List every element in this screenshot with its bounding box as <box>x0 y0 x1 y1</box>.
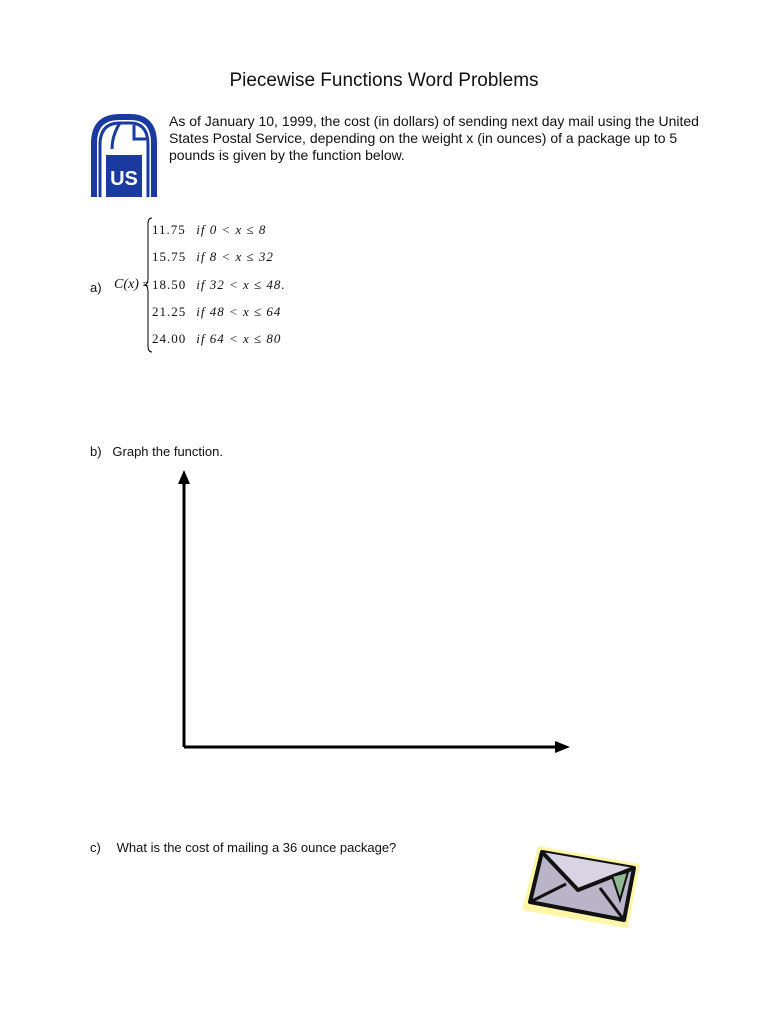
part-a-label: a) <box>90 280 102 295</box>
us-mailbox-icon <box>90 113 158 199</box>
piece-condition: if 48 < x ≤ 64 <box>196 304 282 319</box>
part-c-question <box>90 840 396 855</box>
y-axis-arrow <box>178 470 190 484</box>
part-c-label: c) <box>90 840 101 855</box>
intro-paragraph: As of January 10, 1999, the cost (in dollars) of sending next day mail using the United States Postal Service, depending on the weight x (in ounces) of a package up to 5 pounds is given by the function below. <box>169 113 699 163</box>
piece-value: 15.75 <box>152 249 187 264</box>
piece-row <box>152 331 281 347</box>
piece-value: 11.75 <box>152 222 186 237</box>
graph-axes <box>170 466 580 760</box>
piece-row <box>152 304 281 320</box>
part-b-letter: b) <box>90 444 102 459</box>
part-b-text: Graph the function. <box>112 444 223 459</box>
piece-row <box>152 249 274 265</box>
page-title: Piecewise Functions Word Problems <box>229 70 539 91</box>
logo-text: US <box>110 168 138 190</box>
part-b-label <box>90 444 223 459</box>
piece-value: 18.50 <box>152 277 187 292</box>
part-c-text: What is the cost of mailing a 36 ounce package? <box>116 840 397 855</box>
piece-row <box>152 277 286 293</box>
x-axis-arrow <box>555 741 570 753</box>
function-name-text: C(x) <box>114 277 139 292</box>
piece-condition: if 0 < x ≤ 8 <box>196 222 267 237</box>
equals-sign: = <box>142 277 150 291</box>
piece-condition: if 32 < x ≤ 48. <box>196 277 286 292</box>
piece-value: 24.00 <box>152 331 187 346</box>
envelope-icon <box>516 840 644 928</box>
piece-condition: if 64 < x ≤ 80 <box>196 331 282 346</box>
piece-value: 21.25 <box>152 304 187 319</box>
piece-condition: if 8 < x ≤ 32 <box>196 249 274 264</box>
piece-row <box>152 222 266 238</box>
